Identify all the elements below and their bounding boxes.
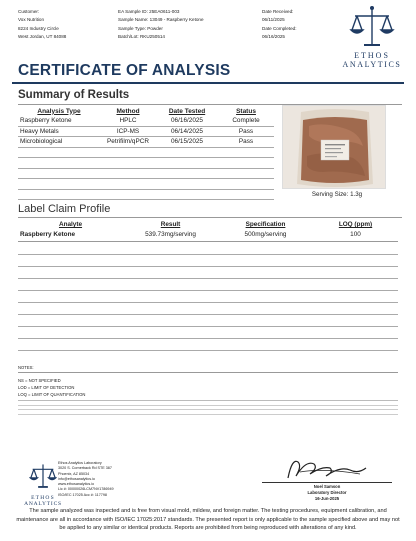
blank-row-line [18, 338, 398, 339]
lab-address-1: 3020 S. Cornerback Rd STE 387 [58, 466, 112, 471]
certificate-title: CERTIFICATE OF ANALYSIS [18, 62, 231, 79]
col-method: Method [116, 107, 140, 115]
blank-row-line [18, 266, 398, 267]
notes-divider [18, 409, 398, 410]
blank-row-line [18, 290, 398, 291]
date-received-label: Date Received: [262, 9, 294, 14]
lab-iso: ISO/IEC 17025 Acc #: 117798 [58, 492, 107, 497]
date-received: 06/11/2025 [262, 17, 285, 23]
cell-analysis-type: Raspberry Ketone [18, 116, 100, 127]
customer-name: Vox Nutrition [18, 17, 45, 23]
ethos-logo [336, 4, 408, 74]
cell-method: HPLC [100, 116, 156, 127]
blank-row-line [18, 326, 398, 327]
lab-name: Ethos Analytics Laboratory [58, 461, 102, 465]
notes-section [18, 364, 398, 414]
sample-name: Sample Name: 13049 - Raspberry Ketone [118, 17, 204, 23]
cell-analyte: Raspberry Ketone [18, 229, 123, 241]
summary-header-row [18, 107, 274, 116]
sample-photo [282, 105, 386, 189]
cell-date-tested: 06/15/2025 [156, 137, 218, 148]
table-row-empty [18, 158, 274, 169]
date-completed-label: Date Completed: [262, 25, 297, 31]
notes-divider [18, 405, 398, 406]
ea-sample-id: EA Sample ID: 25EA0611-003 [118, 9, 180, 14]
table-row-empty [18, 168, 274, 179]
cell-specification: 500mg/serving [218, 229, 313, 241]
lab-license: Lic #: 00000026LCM7NV1786949 [58, 487, 114, 492]
cell-analysis-type: Heavy Metals [18, 126, 100, 137]
disclaimer: The sample analyzed was inspected and is free from visual mold, mildew, and foreign matter. The testing procedures, equipment calibration, and maintenance are all in accordance with ISO/IEC 17025:2017 standards. The presented report is only applicable to the sample specified above and may not be applied to any similar or identical products. Reports are prohibited from being reproduced with alterations of any kind. [16, 508, 400, 531]
label-claim-divider [18, 217, 402, 218]
lab-info [58, 461, 148, 498]
cell-status: Pass [218, 137, 274, 148]
summary-table [18, 107, 274, 200]
sample-bag-image [283, 106, 386, 189]
sample-type: Sample Type: Powder [118, 25, 163, 31]
logo-text-ethos: ETHOS [354, 51, 390, 60]
cell-result: 539.73mg/serving [123, 229, 218, 241]
customer-block [18, 8, 108, 42]
blank-row-line [18, 302, 398, 303]
label-claim-table [18, 220, 398, 242]
cell-analysis-type: Microbiological [18, 137, 100, 148]
blank-row-line [18, 314, 398, 315]
table-row [18, 126, 274, 137]
note-loq: LOQ = LIMIT OF QUANTIFICATION [18, 392, 86, 397]
cell-method: Petrifilm/qPCR [100, 137, 156, 148]
cell-date-tested: 06/16/2025 [156, 116, 218, 127]
scales-of-justice-icon [349, 4, 395, 50]
cell-status: Complete [218, 116, 274, 127]
customer-address-1: 8224 Industry Circle [18, 25, 59, 31]
col-specification: Specification [245, 221, 286, 228]
col-analysis-type: Analysis Type [37, 107, 81, 115]
label-claim-title: Label Claim Profile [18, 203, 111, 215]
col-date-tested: Date Tested [168, 107, 206, 115]
table-row-empty [18, 189, 274, 200]
col-status: Status [236, 107, 256, 115]
lab-website: www.ethosanalytics.io [58, 482, 95, 487]
lab-logo-ethos: ETHOS [31, 495, 55, 501]
blank-row-line [18, 254, 398, 255]
cell-date-tested: 06/14/2025 [156, 126, 218, 137]
customer-label: Customer: [18, 9, 40, 14]
signer-block [262, 482, 392, 502]
cell-status: Pass [218, 126, 274, 137]
note-ns: NS = NOT SPECIFIED [18, 378, 61, 383]
blank-row-line [18, 278, 398, 279]
signature-date: 16-Jun-2025 [314, 496, 340, 501]
cell-method: ICP-MS [100, 126, 156, 137]
batch-lot: Batch/Lot: RKU250514 [118, 34, 165, 40]
logo-text-analytics: ANALYTICS [342, 60, 402, 69]
notes-divider [18, 414, 398, 415]
col-result: Result [160, 221, 181, 228]
signature-image [262, 452, 392, 482]
note-lod: LOD = LIMIT OF DETECTION [18, 385, 75, 390]
table-row-empty [18, 179, 274, 190]
summary-title: Summary of Results [18, 89, 130, 101]
col-loq: LOQ (ppm) [338, 221, 373, 228]
table-row [18, 116, 274, 127]
table-row-empty [18, 147, 274, 158]
dates-block [262, 8, 332, 42]
sample-block [118, 8, 258, 42]
lab-address-2: Phoenix, AZ 85034 [58, 471, 90, 476]
label-claim-header-row [18, 220, 398, 229]
notes-title: NOTES: [18, 364, 398, 373]
signer-title: Laboratory Director [307, 490, 347, 495]
serving-size: Serving Size: 1.3g [311, 191, 363, 198]
table-row [18, 229, 398, 241]
signer-name: Noel Samson [313, 484, 341, 489]
col-analyte: Analyte [58, 221, 83, 228]
scales-of-justice-icon [29, 462, 57, 490]
lab-email: info@ethosanalytics.io [58, 476, 95, 481]
table-row [18, 137, 274, 148]
date-completed: 06/16/2025 [262, 34, 285, 40]
customer-address-2: West Jordan, UT 84088 [18, 34, 67, 40]
cell-loq: 100 [313, 229, 398, 241]
lab-logo-analytics: ANALYTICS [24, 501, 62, 507]
blank-row-line [18, 350, 398, 351]
title-divider [12, 82, 404, 84]
notes-divider [18, 400, 398, 401]
